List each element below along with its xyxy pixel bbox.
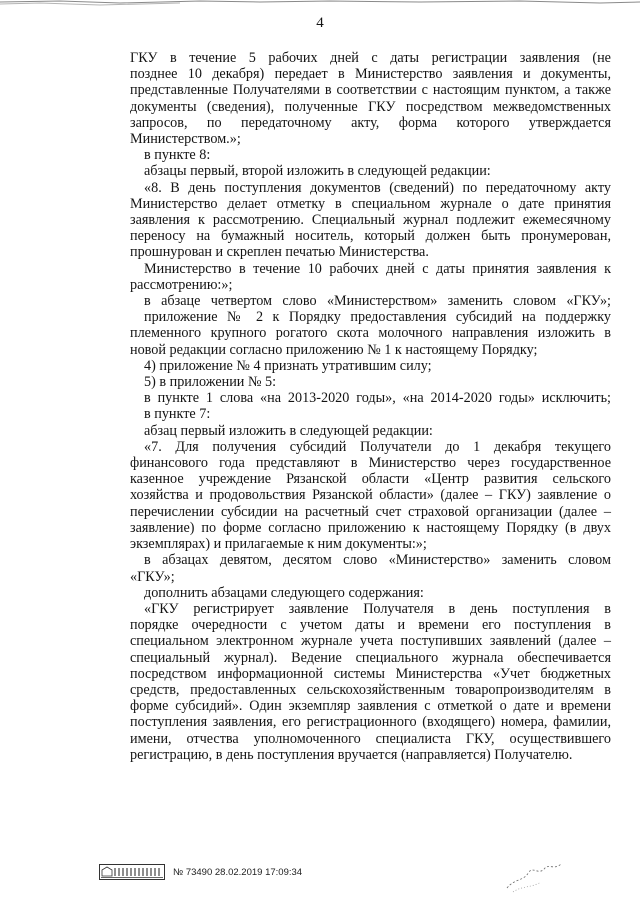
seal-icon xyxy=(99,864,165,880)
text-line: специальном электронном журнале учета поступивших заявлений (далее – xyxy=(130,633,611,650)
text-line: в пункте 1 слова «на 2013-2020 годы», «на 2014-2020 годы» исключить; xyxy=(144,390,611,407)
document-footer xyxy=(99,864,302,880)
text-line: Министерством.»; xyxy=(130,131,241,148)
text-line: дополнить абзацами следующего содержания: xyxy=(144,584,424,601)
text-line: «ГКУ»; xyxy=(130,568,175,585)
text-line: ГКУ в течение 5 рабочих дней с даты регистрации заявления (не xyxy=(130,50,611,66)
text-line: новой редакции согласно приложению № 1 к настоящему Порядку; xyxy=(130,341,538,358)
text-line: абзац первый изложить в следующей редакции: xyxy=(144,422,433,439)
text-line: форме субсидий». Один экземпляр заявления с отметкой о дате и времени xyxy=(130,698,611,715)
text-line: порядке очередности с учетом даты и времени его поступления в xyxy=(130,617,611,634)
text-line: 4) приложение № 4 признать утратившим силу; xyxy=(144,357,432,374)
page-number: 4 xyxy=(316,15,324,31)
text-line: позднее 10 декабря) передает в Министерство заявления и документы, xyxy=(130,66,611,83)
text-line: переносу на бумажный носитель, который должен быть пронумерован, xyxy=(130,228,611,245)
text-line: 5) в приложении № 5: xyxy=(144,374,277,391)
text-line: имени, отчества уполномоченного специалиста ГКУ, осуществившего xyxy=(130,730,611,747)
text-line: в абзацах девятом, десятом слово «Министерство» заменить словом xyxy=(144,552,611,569)
text-line: рассмотрению:»; xyxy=(130,276,233,293)
text-line: регистрацию, в день поступления вручается (направляется) Получателю. xyxy=(130,746,573,763)
signature-mark xyxy=(505,858,565,894)
text-line: в абзаце четвертом слово «Министерством» заменить словом «ГКУ»; xyxy=(144,293,611,310)
text-line: документы (сведения), полученные ГКУ посредством межведомственных xyxy=(130,98,611,115)
text-line: средств, предоставленных сельскохозяйственным товаропроизводителям в xyxy=(130,681,611,698)
scan-artifact xyxy=(0,0,640,10)
text-line: племенного крупного рогатого скота молочного направления изложить в xyxy=(130,325,611,342)
text-line: специальный журнал). Ведение специального журнала обеспечивается xyxy=(130,649,611,666)
text-line: «ГКУ регистрирует заявление Получателя в день поступления в xyxy=(144,600,611,617)
text-line: прошнурован и скреплен печатью Министерства. xyxy=(130,244,429,261)
text-line: в пункте 7: xyxy=(144,406,211,423)
text-line: абзацы первый, второй изложить в следующей редакции: xyxy=(144,163,491,180)
text-line: представленные Получателями в соответствии с настоящим пунктом, а также xyxy=(130,82,611,99)
text-line: в пункте 8: xyxy=(144,147,211,164)
registration-stamp: № 73490 28.02.2019 17:09:34 xyxy=(173,866,303,878)
text-line: поступления заявления, его регистрационного (входящего) номера, фамилии, xyxy=(130,714,611,731)
text-line: «8. В день поступления документов (сведений) по передаточному акту xyxy=(144,179,611,196)
document-body xyxy=(130,50,611,763)
text-line: перечислении субсидии на расчетный счет страховой организации (далее – xyxy=(130,503,611,520)
text-line: «7. Для получения субсидий Получатели до 1 декабря текущего xyxy=(144,438,611,455)
text-line: хозяйства и продовольствия Рязанской области» (далее – ГКУ) заявление о xyxy=(130,487,611,504)
text-line: казенное учреждение Рязанской области «Центр развития сельского xyxy=(130,471,611,488)
text-line: Министерство в течение 10 рабочих дней с даты принятия заявления к xyxy=(144,260,611,277)
text-line: запросов, по передаточному акту, форма которого утверждается xyxy=(130,114,611,131)
text-line: посредством информационной системы Министерства «Учет бюджетных xyxy=(130,665,611,682)
text-line: экземплярах) и прилагаемые к ним документы:»; xyxy=(130,536,427,553)
text-line: финансового года представляют в Министерство через государственное xyxy=(130,455,611,472)
text-line: Министерство делает отметку в специальном журнале о дате принятия xyxy=(130,195,611,212)
text-line: приложение № 2 к Порядку предоставления субсидий на поддержку xyxy=(144,309,611,326)
text-line: заявления к рассмотрению. Специальный журнал подлежит ежемесячному xyxy=(130,212,611,229)
text-line: заявление) по форме согласно приложению к настоящему Порядку (в двух xyxy=(130,519,611,536)
